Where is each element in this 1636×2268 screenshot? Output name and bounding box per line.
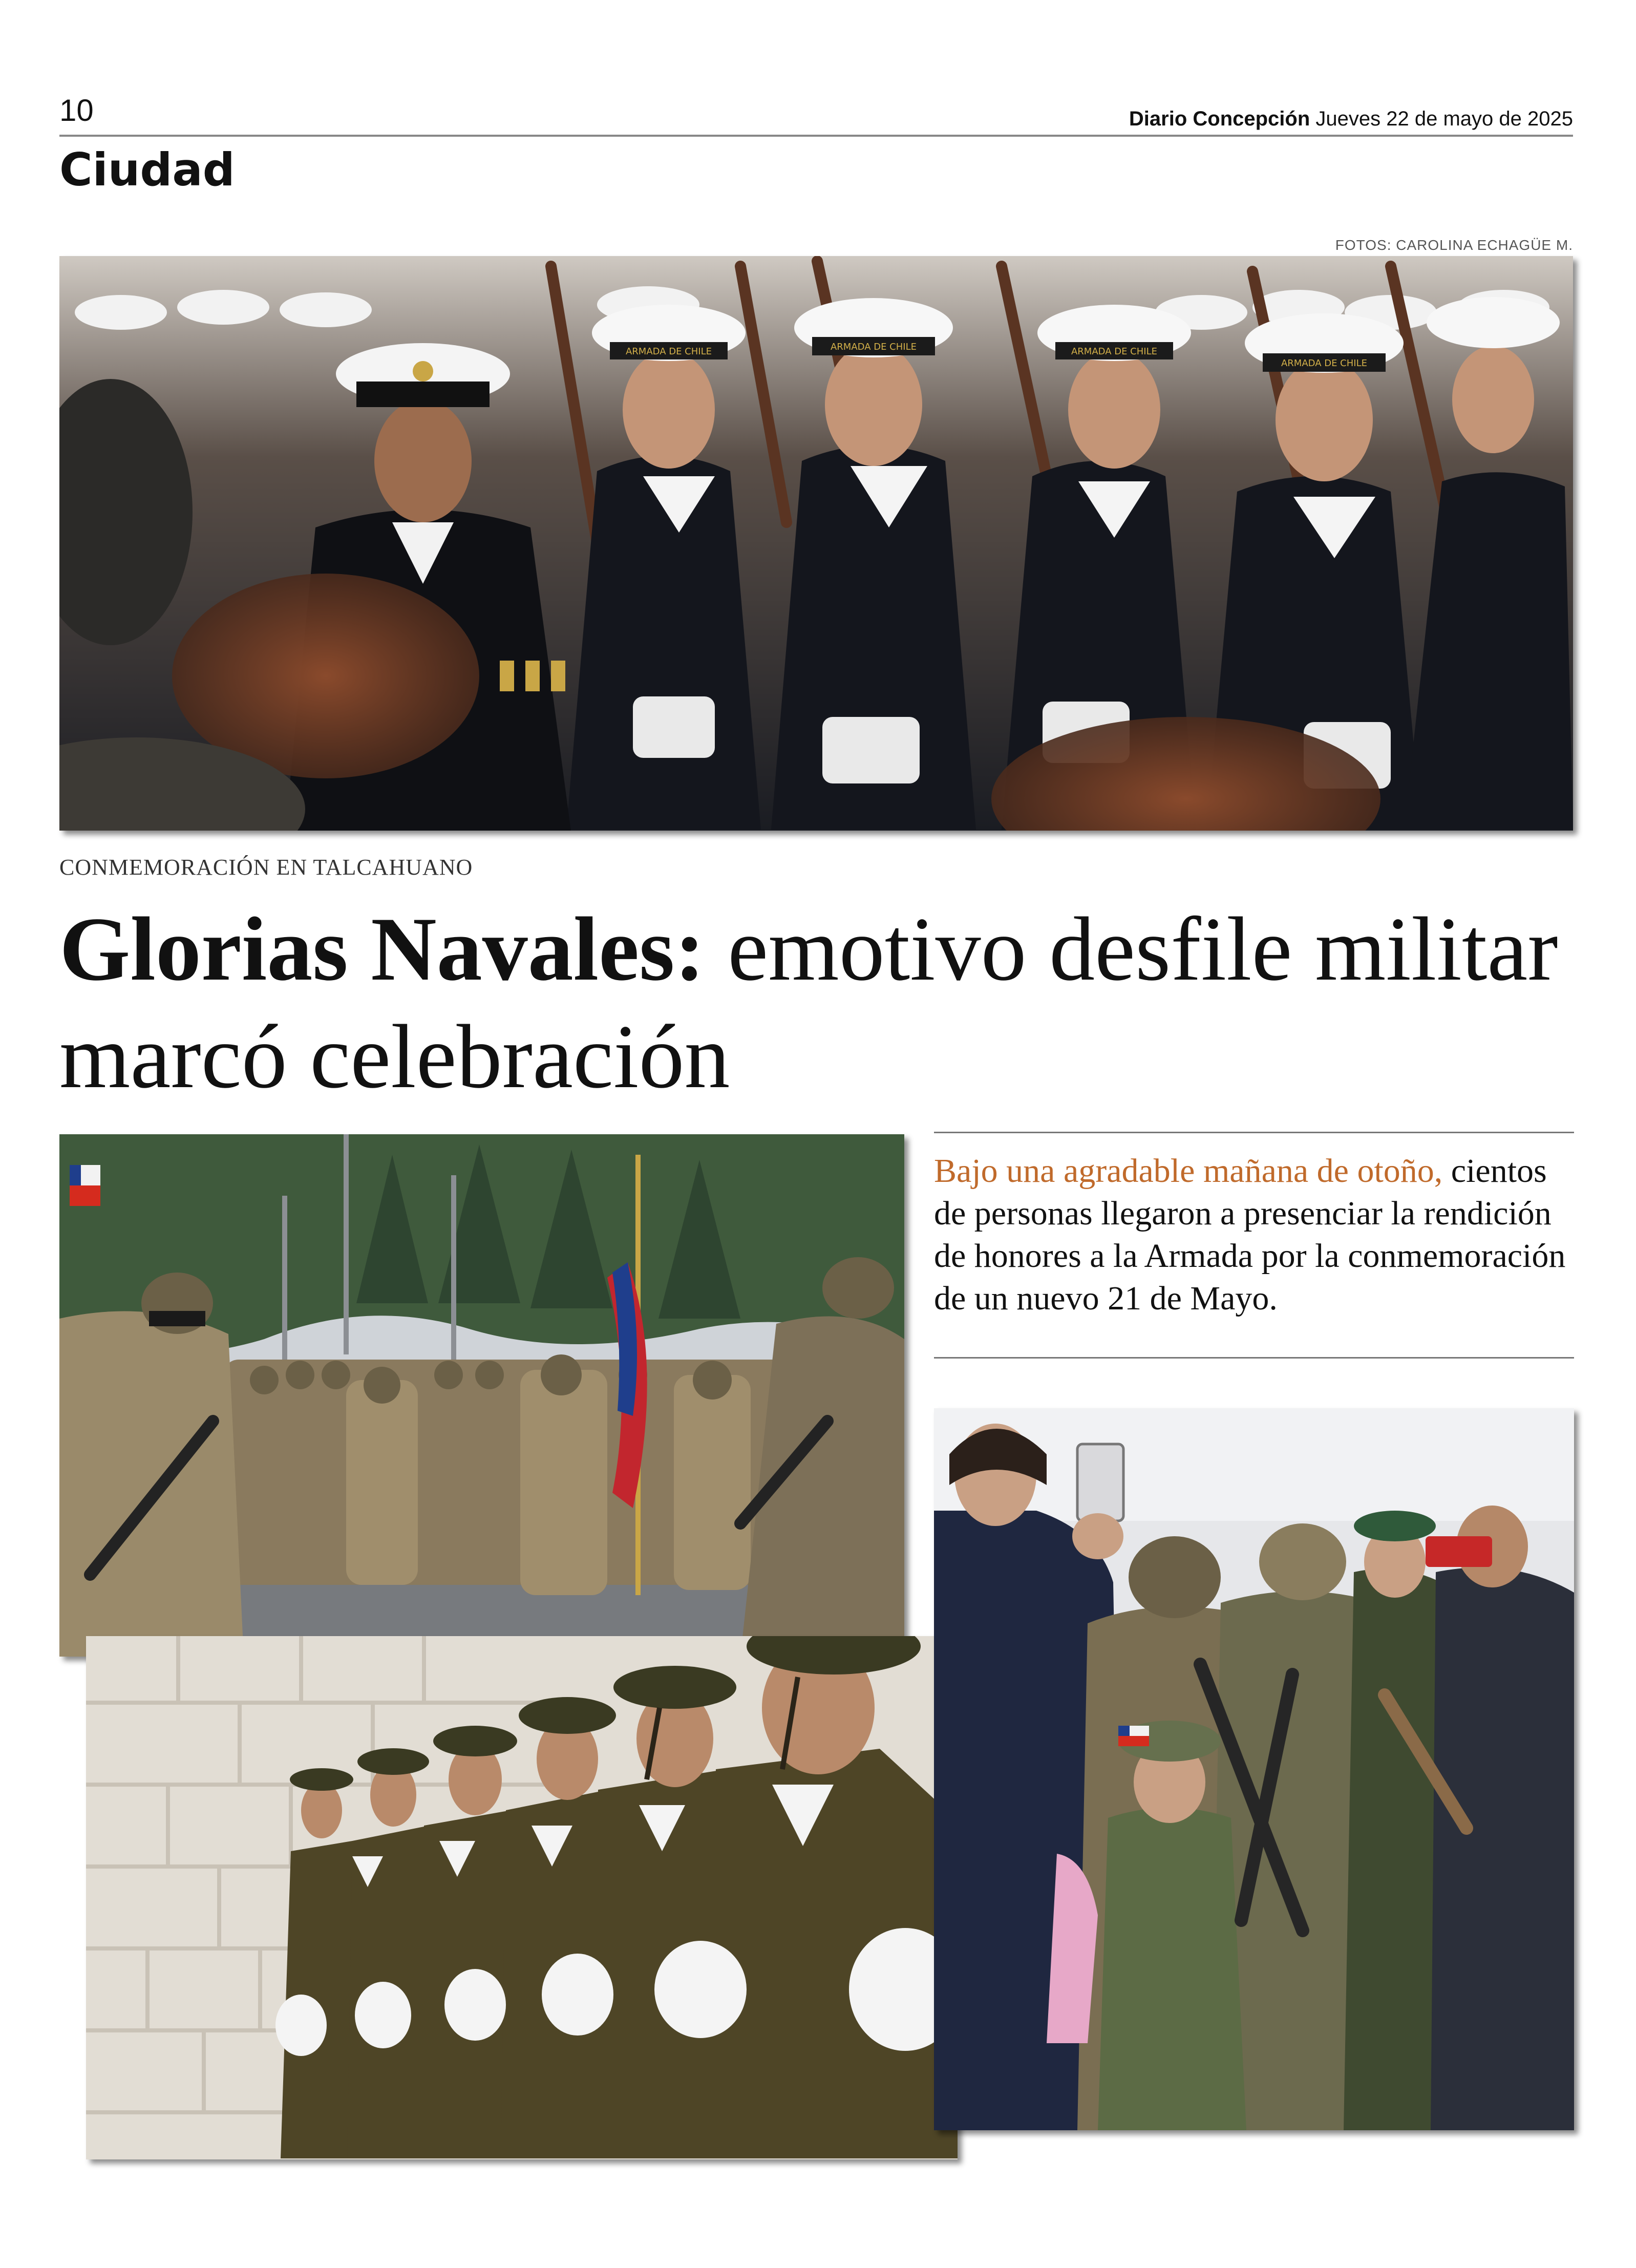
deck-rest: cientos de personas llegaron a presenciar la rendición de honores a la Armada por la conmemoración de un nuevo 21 de Mayo. <box>934 1152 1566 1317</box>
article-kicker: CONMEMORACIÓN EN TALCAHUANO <box>59 855 473 880</box>
publication-date: Jueves 22 de mayo de 2025 <box>1315 108 1573 130</box>
crowd-spectators-photo <box>934 1408 1574 2130</box>
headline-lead: Glorias Navales: <box>59 898 705 1000</box>
cap-band-text: ARMADA DE CHILE <box>830 342 917 352</box>
army-parade-photo <box>59 1134 904 1657</box>
cap-band-text: ARMADA DE CHILE <box>1071 346 1158 357</box>
header-divider <box>59 135 1573 137</box>
cap-band-text: ARMADA DE CHILE <box>625 346 712 357</box>
carabineros-parade-photo <box>86 1636 958 2159</box>
article-headline <box>59 895 1575 1110</box>
headline-rest: emotivo desfile militar marcó celebración <box>59 898 1558 1107</box>
naval-parade-photo <box>59 256 1573 831</box>
deck-lead: Bajo una agradable mañana de otoño, <box>934 1152 1443 1190</box>
deck-divider-top <box>934 1132 1574 1133</box>
masthead-dateline <box>1129 109 1573 129</box>
cap-band-text: ARMADA DE CHILE <box>1281 358 1368 369</box>
deck-divider-bottom <box>934 1357 1574 1359</box>
publication-name: Diario Concepción <box>1129 108 1310 130</box>
page-number: 10 <box>59 93 94 128</box>
photo-credit: FOTOS: CAROLINA ECHAGÜE M. <box>1335 237 1573 253</box>
section-title: Ciudad <box>59 143 235 196</box>
article-deck <box>934 1150 1574 1320</box>
